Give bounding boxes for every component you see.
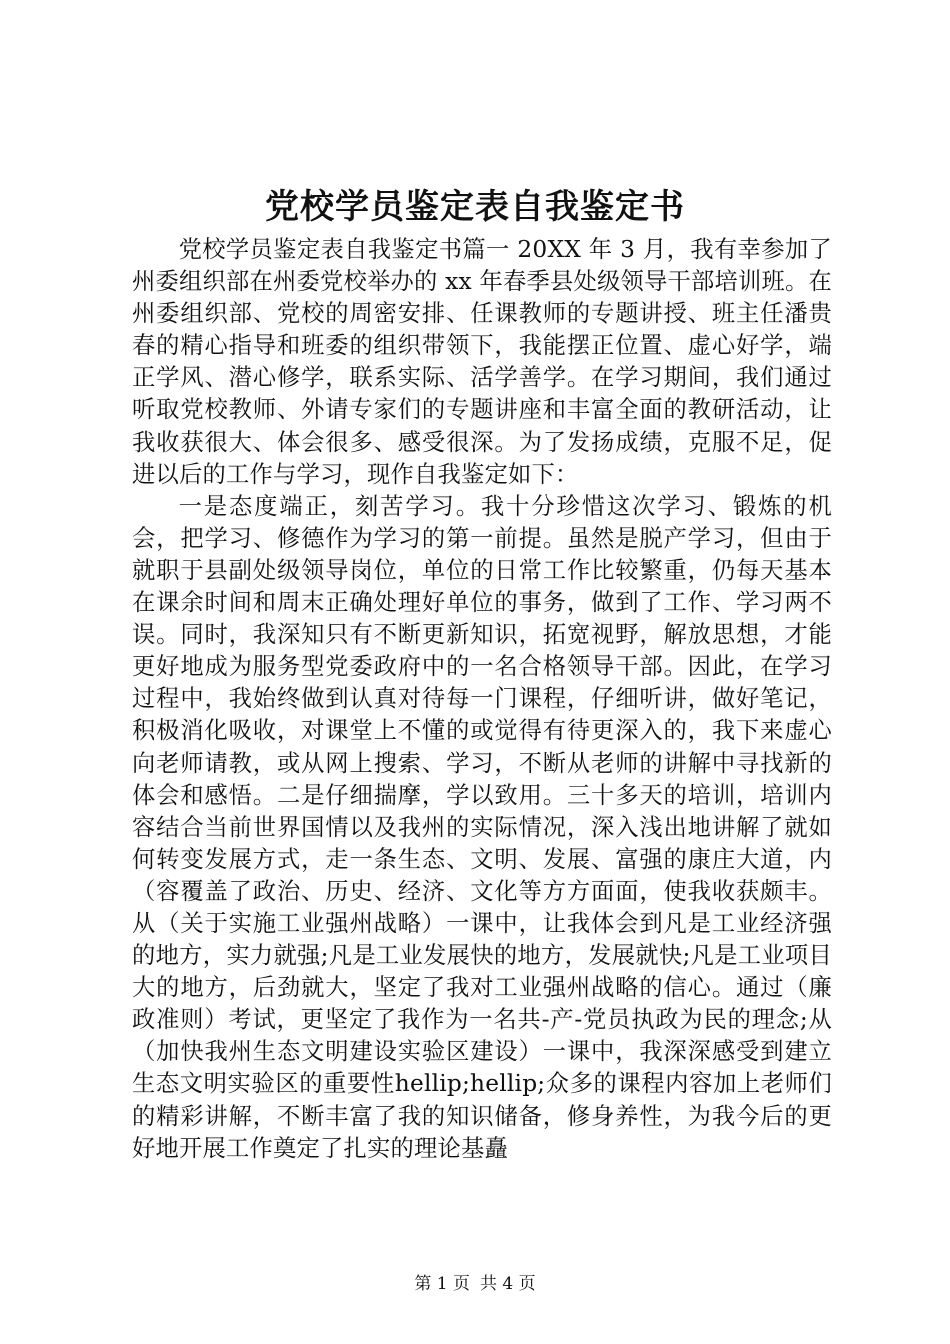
page-total: 共 4 页 bbox=[480, 1274, 536, 1294]
document-body bbox=[132, 234, 832, 1165]
paragraph-attitude: 一是态度端正，刻苦学习。我十分珍惜这次学习、锻炼的机会，把学习、修德作为学习的第一前提。虽然是脱产学习，但由于就职于县副处级领导岗位，单位的日常工作比较繁重，仍每天基本在课余时间和周末正确处理好单位的事务，做到了工作、学习两不误。同时，我深知只有不断更新知识，拓宽视野，解放思想，才能更好地成为服务型党委政府中的一名合格领导干部。因此，在学习过程中，我始终做到认真对待每一门课程，仔细听讲，做好笔记，积极消化吸收，对课堂上不懂的或觉得有待更深入的，我下来虚心向老师请教，或从网上搜索、学习，不断从老师的讲解中寻找新的体会和感悟。二是仔细揣摩，学以致用。三十多天的培训，培训内容结合当前世界国情以及我州的实际情况，深入浅出地讲解了就如何转变发展方式，走一条生态、文明、发展、富强的康庄大道，内（容覆盖了政治、历史、经济、文化等方方面面，使我收获颇丰。从（关于实施工业强州战略）一课中，让我体会到凡是工业经济强的地方，实力就强;凡是工业发展快的地方，发展就快;凡是工业项目大的地方，后劲就大，坚定了我对工业强州战略的信心。通过（廉政准则）考试，更坚定了我作为一名共-产-党员执政为民的理念;从（加快我州生态文明建设实验区建设）一课中，我深深感受到建立生态文明实验区的重要性hellip;hellip;众多的课程内容加上老师们的精彩讲解，不断丰富了我的知识储备，修身养性，为我今后的更好地开展工作奠定了扎实的理论基矗 bbox=[132, 492, 832, 1162]
page-number: 第 1 页 bbox=[414, 1274, 470, 1294]
page-footer bbox=[0, 1272, 950, 1296]
page-title: 党校学员鉴定表自我鉴定书 bbox=[265, 187, 685, 227]
paragraph-intro: 党校学员鉴定表自我鉴定书篇一 20XX 年 3 月，我有幸参加了州委组织部在州委党校举办的 xx 年春季县处级领导干部培训班。在州委组织部、党校的周密安排、任课教师的专题讲授、班主任潘贵春的精心指导和班委的组织带领下，我能摆正位置、虚心好学，端正学风、潜心修学，联系实际、活学善学。在学习期间，我们通过听取党校教师、外请专家们的专题讲座和丰富全面的教研活动，让我收获很大、体会很多、感受很深。为了发扬成绩，克服不足，促进以后的工作与学习，现作自我鉴定如下： bbox=[132, 236, 832, 488]
